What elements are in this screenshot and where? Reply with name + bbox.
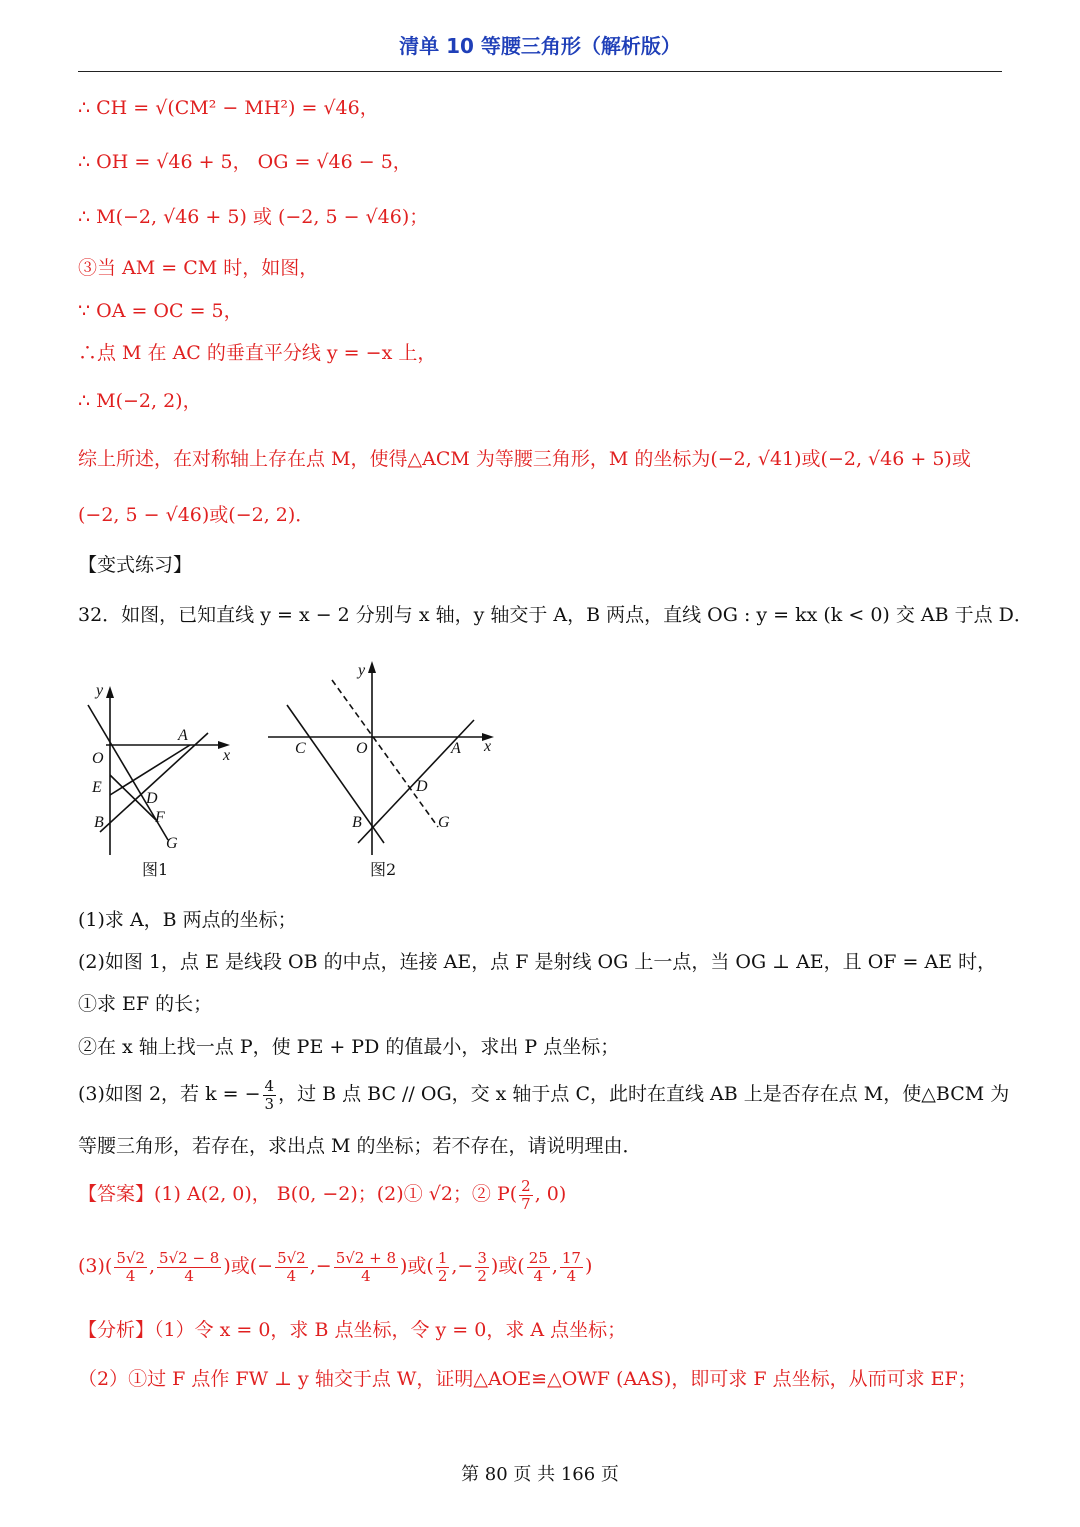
fig1-label-g: G (166, 835, 178, 852)
fraction-p: $\frac{2}{7}$ (521, 1176, 531, 1213)
problem-32-statement: 32．如图，已知直线 y = x − 2 分别与 x 轴，y 轴交于 A，B 两点，直线 OG : y = kx (k < 0) 交 AB 于点 D． (78, 604, 1033, 626)
analysis-line-1: 【分析】（1）令 x = 0，求 B 点坐标，令 y = 0，求 A 点坐标； (78, 1319, 627, 1341)
ans-frac-8: $\frac{17}{4}$ (561, 1248, 581, 1285)
fig1-label-a: A (178, 727, 188, 744)
fig2-y-arrow (368, 661, 376, 673)
fig2-label-b: B (352, 814, 362, 831)
solution-line-3: ∴ M(−2, √46 + 5) 或 (−2, 5 − √46)； (78, 206, 429, 228)
figure-1 (78, 650, 258, 885)
ans-frac-5: $\frac{1}{2}$ (437, 1248, 448, 1285)
answer-label: 【答案】 (78, 1183, 155, 1205)
question-part-3-suffix: ，过 B 点 BC // OG，交 x 轴于点 C，此时在直线 AB 上是否存在点 M，使△BCM 为 (278, 1083, 1010, 1105)
fig2-label-x: x (484, 738, 492, 755)
question-part-2-sub-1: ①求 EF 的长； (78, 993, 213, 1015)
fig2-line-og (332, 680, 438, 827)
ans-frac-3: $\frac{5√2}{4}$ (277, 1248, 306, 1285)
fig1-caption: 图1 (142, 860, 169, 879)
fig2-label-y: y (358, 662, 366, 679)
question-part-3-cont: 等腰三角形，若存在，求出点 M 的坐标；若不存在，请说明理由． (78, 1135, 642, 1157)
fraction-k: $\frac{4}{3}$ (264, 1076, 275, 1113)
solution-line-5: ∵ OA = OC = 5， (78, 300, 243, 322)
fig1-label-e: E (92, 779, 102, 796)
fig1-label-y: y (96, 682, 104, 699)
ans-frac-7: $\frac{25}{4}$ (528, 1248, 548, 1285)
fig1-label-o: O (92, 750, 104, 767)
question-part-3-prefix: (3)如图 2，若 k = − (78, 1083, 261, 1105)
fig2-label-g: G (438, 814, 450, 831)
solution-summary-line-1: 综上所述，在对称轴上存在点 M，使得△ACM 为等腰三角形，M 的坐标为(−2, √41)或(−2, √46 + 5)或 (78, 448, 971, 470)
solution-line-1: ∴ CH = √(CM² − MH²) = √46， (78, 97, 379, 119)
fig2-line-bc (287, 705, 384, 843)
figure-2 (262, 655, 507, 885)
ans-frac-2: $\frac{5√2 - 8}{4}$ (159, 1248, 220, 1285)
solution-line-6: ∴点 M 在 AC 的垂直平分线 y = −x 上， (78, 342, 437, 364)
ans-frac-4: $\frac{5√2 + 8}{4}$ (335, 1248, 396, 1285)
ans-frac-6: $\frac{3}{2}$ (477, 1248, 487, 1285)
question-part-2: (2)如图 1，点 E 是线段 OB 的中点，连接 AE，点 F 是射线 OG 上一点，当 OG ⊥ AE，且 OF = AE 时， (78, 951, 997, 973)
fig2-caption: 图2 (370, 860, 397, 879)
answer-line-1: 【答案】(1) A(2, 0)， B(0, −2)；(2)① √2；② P( $\frac{2}{7}$ , 0) (78, 1176, 567, 1213)
fig2-label-a: A (451, 740, 461, 757)
fig1-label-x: x (223, 747, 231, 764)
fig1-y-arrow (106, 686, 114, 698)
page-footer: 第 80 页 共 166 页 (461, 1464, 619, 1485)
question-part-3 (78, 1074, 1009, 1114)
variant-practice-heading: 【变式练习】 (78, 554, 193, 576)
question-part-1: (1)求 A，B 两点的坐标； (78, 909, 297, 931)
fig1-label-b: B (94, 814, 104, 831)
answer-line-2: (3)( $\frac{5√2}{4}$ , $\frac{5√2 - 8}{4}$ )或(− $\frac{5√2}{4}$ ,− $\frac{5√2 + 8}{4}$ )或( $\frac{1}{2}$ ,− $\frac{3}{2}$ )或( $\frac{25}{4}$ , $\frac{17}{4}$ ) (78, 1248, 593, 1285)
solution-line-4: ③当 AM = CM 时，如图， (78, 257, 319, 279)
solution-line-2: ∴ OH = √46 + 5， OG = √46 − 5， (78, 151, 412, 173)
fig2-label-c: C (295, 740, 306, 757)
page-header-title: 清单 10 等腰三角形（解析版） (399, 34, 681, 58)
ans-frac-1: $\frac{5√2}{4}$ (116, 1248, 145, 1285)
fig2-label-d: D (416, 778, 428, 795)
fig1-label-f: F (155, 809, 165, 826)
solution-line-7: ∴ M(−2, 2)， (78, 390, 202, 412)
question-part-2-sub-2: ②在 x 轴上找一点 P，使 PE + PD 的值最小，求出 P 点坐标； (78, 1036, 620, 1058)
fig1-label-d: D (146, 790, 158, 807)
header-divider (78, 71, 1002, 72)
analysis-line-2: （2）①过 F 点作 FW ⊥ y 轴交于点 W，证明△AOE≌△OWF (AAS)，即可求 F 点坐标，从而可求 EF； (78, 1368, 977, 1390)
fig2-label-o: O (356, 740, 368, 757)
solution-summary-line-2: (−2, 5 − √46)或(−2, 2)． (78, 504, 315, 526)
